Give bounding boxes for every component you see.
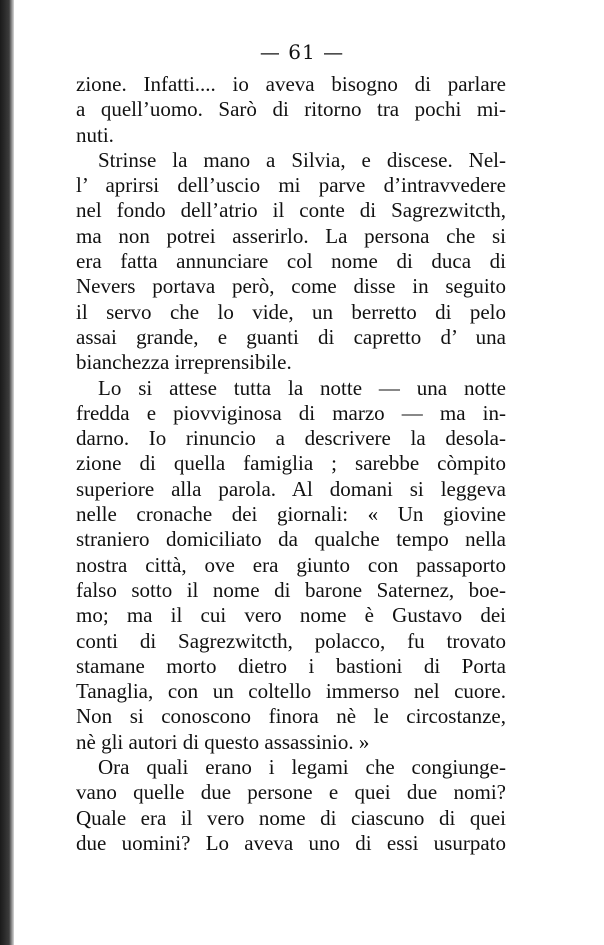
text-line: Strinse la mano a Silvia, e discese. Nel- (98, 147, 506, 172)
text-line: Non si conoscono finora nè le circostanze, (76, 704, 506, 729)
text-line: stamane morto dietro i bastioni di Porta (76, 653, 506, 678)
text-line: straniero domiciliato da qualche tempo nella (76, 527, 506, 552)
text-line: due uomini? Lo aveva uno di essi usurpato (76, 830, 506, 855)
text-line: era fatta annunciare col nome di duca di (76, 249, 506, 274)
text-line: Nevers portava però, come disse in seguito (76, 274, 506, 299)
text-line: darno. Io rinuncio a descrivere la desola- (76, 426, 506, 451)
text-line: il servo che lo vide, un berretto di pelo (76, 299, 506, 324)
page-number: — 61 — (259, 40, 345, 64)
text-line: nuti. (76, 122, 114, 147)
text-line: Tanaglia, con un coltello immerso nel cuore. (76, 679, 506, 704)
text-line: nel fondo dell’atrio il conte di Sagrezwitcth, (76, 198, 506, 223)
text-line: nè gli autori di questo assassinio. » (76, 729, 370, 754)
text-line: vano quelle due persone e quei due nomi? (76, 780, 506, 805)
text-line: fredda e piovviginosa di marzo — ma in- (76, 400, 506, 425)
text-line: a quell’uomo. Sarò di ritorno tra pochi mi- (76, 97, 506, 122)
text-line: zione. Infatti.... io aveva bisogno di parlare (76, 72, 506, 96)
text-line: nostra città, ove era giunto con passaporto (76, 552, 506, 577)
text-line: superiore alla parola. Al domani si leggeva (76, 476, 506, 501)
page-binding-edge (0, 0, 14, 945)
text-line: assai grande, e guanti di capretto d’ una (76, 324, 506, 349)
text-line: Ora quali erano i legami che congiunge- (98, 755, 506, 780)
text-line: bianchezza irreprensibile. (76, 350, 292, 375)
text-line: mo; ma il cui vero nome è Gustavo dei (76, 603, 506, 628)
text-line: l’ aprirsi dell’uscio mi parve d’intravvedere (76, 173, 506, 198)
text-line: Quale era il vero nome di ciascuno di quei (76, 805, 506, 830)
text-line: conti di Sagrezwitcth, polacco, fu trovato (76, 628, 506, 653)
text-line: ma non potrei asserirlo. La persona che si (76, 223, 506, 248)
text-line: falso sotto il nome di barone Saternez, boe- (76, 577, 506, 602)
text-line: zione di quella famiglia ; sarebbe còmpito (76, 451, 506, 476)
text-line: nelle cronache dei giornali: « Un giovine (76, 502, 506, 527)
text-line: Lo si attese tutta la notte — una notte (98, 375, 506, 400)
page-text (76, 72, 506, 856)
